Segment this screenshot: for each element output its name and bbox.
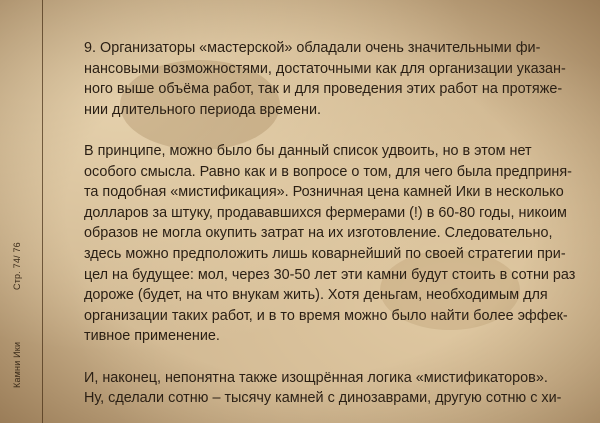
paragraph-1: [56, 38, 582, 120]
paragraph-3: [56, 368, 582, 409]
text-line: ного выше объёма работ, так и для проведения этих работ на протяже-: [84, 81, 563, 98]
text-line: образов не могла окупить затрат на их изготовление. Следовательно,: [84, 225, 553, 242]
text-line: тивное применение.: [84, 328, 220, 345]
text-line: нии длительного периода времени.: [84, 101, 322, 118]
text-line: организации таких работ, и в то время можно было найти более эффек-: [84, 307, 568, 324]
text-line: Ну, сделали сотню – тысячу камней с динозаврами, другую сотню с хи-: [84, 390, 562, 407]
text-body: [56, 38, 582, 423]
text-line: И, наконец, непонятна также изощрённая логика «мистификаторов».: [84, 369, 548, 386]
text-line: 9. Организаторы «мастерской» обладали очень значительными фи-: [84, 40, 541, 56]
text-line: дороже (будет, на что внукам жить). Хотя деньгам, необходимым для: [84, 287, 548, 304]
paragraph-2: [56, 141, 582, 347]
page-number-label: Стр. 74/ 76: [12, 242, 22, 290]
margin-rule: [42, 0, 43, 423]
text-line: здесь можно предположить лишь коварнейший по своей стратегии при-: [84, 245, 566, 262]
text-line: долларов за штуку, продававшихся фермерами (!) в 60-80 годы, никоим: [84, 204, 567, 221]
text-line: особого смысла. Равно как и в вопросе о том, для чего была предприня-: [84, 163, 572, 180]
text-line: цел на будущее: мол, через 30-50 лет эти камни будут стоить в сотни раз: [84, 266, 576, 283]
document-title-label: Камни Ики: [12, 341, 22, 388]
text-line: та подобная «мистификация». Розничная цена камней Ики в несколько: [84, 184, 564, 201]
text-line: В принципе, можно было бы данный список удвоить, но в этом нет: [84, 142, 532, 159]
text-line: нансовыми возможностями, достаточными как для организации указан-: [84, 60, 566, 77]
